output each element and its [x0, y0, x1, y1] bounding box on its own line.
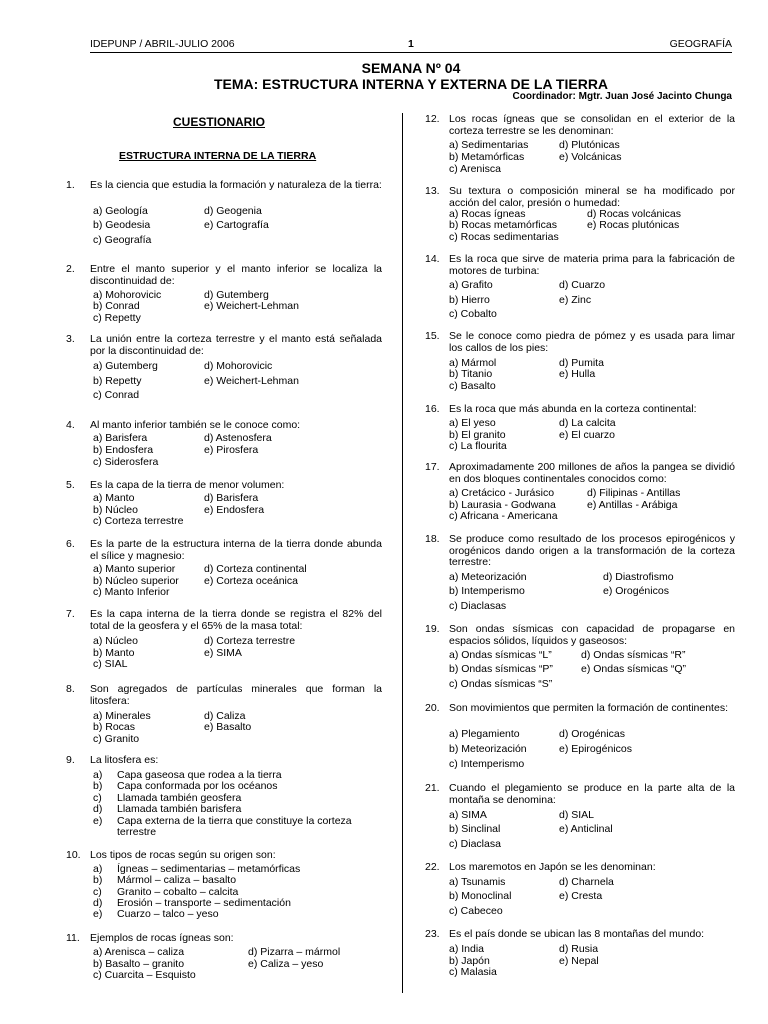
question-number: 14.	[425, 253, 440, 265]
answer-option: b) Meteorización	[449, 743, 527, 755]
topic-title: TEMA: ESTRUCTURA INTERNA Y EXTERNA DE LA TIERRA	[213, 76, 609, 92]
answer-option: a) Cretácico - Jurásico	[449, 487, 555, 499]
answer-option: e)	[93, 815, 103, 827]
question-number: 12.	[425, 113, 440, 125]
answer-option: c) Diaclasa	[449, 838, 501, 850]
section-heading: CUESTIONARIO	[173, 115, 266, 129]
question-number: 11.	[66, 932, 80, 944]
question-text: Es la parte de la estructura interna de la tierra donde abunda el sílice y magnesio:	[90, 538, 382, 562]
answer-option: e) Endosfera	[204, 504, 265, 516]
answer-option: d) Gutemberg	[204, 289, 269, 301]
answer-option: b) Japón	[449, 955, 490, 967]
answer-option: a) Ondas sísmicas “L”	[449, 649, 552, 661]
question-text: Al manto inferior también se le conoce como:	[90, 419, 301, 431]
question-text: Es la roca que sirve de materia prima para la fabricación de motores de turbina:	[449, 253, 735, 277]
question-number: 2.	[66, 263, 75, 275]
question-7	[66, 609, 382, 633]
question-number: 5.	[66, 479, 75, 491]
question-13	[425, 186, 735, 210]
answer-option: a) India	[449, 943, 485, 955]
question-text: Su textura o composición mineral se ha modificado por acción del calor, presión o humedad:	[449, 185, 735, 209]
question-1	[66, 180, 382, 204]
question-17	[425, 462, 735, 486]
answer-option: a) Manto superior	[93, 563, 176, 575]
answer-option: b) Rocas metamórficas	[449, 219, 557, 231]
answer-option: d) Geogenia	[204, 205, 262, 217]
answer-option: c) Conrad	[93, 389, 140, 401]
answer-option: e) Anticlinal	[559, 823, 613, 835]
question-number: 7.	[66, 608, 75, 620]
answer-option: e) Nepal	[559, 955, 599, 967]
answer-option: b) Laurasia - Godwana	[449, 499, 556, 511]
header-institution: IDEPUNP / ABRIL-JULIO 2006	[90, 38, 235, 50]
question-number: 19.	[425, 623, 440, 635]
coordinator-line: Coordinador: Mgtr. Juan José Jacinto Chunga	[512, 91, 732, 102]
answer-option: d) Orogénicas	[559, 728, 625, 740]
answer-option: e)	[93, 908, 103, 920]
answer-option: b) Rocas	[93, 721, 136, 733]
question-number: 21.	[425, 782, 440, 794]
answer-option: e) Orogénicos	[603, 585, 669, 597]
question-number: 4.	[66, 419, 75, 431]
answer-option: e) Basalto	[204, 721, 252, 733]
header-rule	[90, 52, 732, 53]
answer-option: a) El yeso	[449, 417, 496, 429]
answer-option: a) SIMA	[449, 809, 487, 821]
answer-option: d) La calcita	[559, 417, 616, 429]
answer-option: e) SIMA	[204, 647, 242, 659]
answer-option: a) Manto	[93, 492, 135, 504]
answer-option: d) Pizarra – mármol	[248, 946, 341, 958]
answer-option: a) Gutemberg	[93, 360, 158, 372]
answer-option: c) Rocas sedimentarias	[449, 231, 559, 243]
question-text: Es el país donde se ubican las 8 montañas del mundo:	[449, 928, 705, 940]
question-number: 23.	[425, 928, 440, 940]
question-text: Cuando el plegamiento se produce en la parte alta de la montaña se denomina:	[449, 782, 735, 806]
question-text: Se le conoce como piedra de pómez y es usada para limar los callos de los pies:	[449, 330, 735, 354]
answer-option: c) Diaclasas	[449, 600, 507, 612]
answer-option: e) Ondas sísmicas “Q”	[581, 663, 687, 675]
question-number: 20.	[425, 702, 440, 714]
answer-option: d)	[93, 803, 103, 815]
answer-option: c) Cobalto	[449, 308, 497, 320]
answer-option: Llamada también barisfera	[117, 803, 242, 815]
answer-option: c) La flourita	[449, 440, 507, 452]
answer-option: a) Meteorización	[449, 571, 527, 583]
question-15	[425, 331, 735, 355]
answer-option: e) Antillas - Arábiga	[587, 499, 678, 511]
answer-option: c) Geografía	[93, 234, 152, 246]
answer-option: a) Sedimentarias	[449, 139, 529, 151]
question-18	[425, 533, 735, 568]
answer-option: Capa gaseosa que rodea a la tierra	[117, 769, 282, 781]
answer-option: c) Granito	[93, 733, 140, 745]
answer-option: c) Africana - Americana	[449, 510, 558, 522]
question-20	[425, 703, 735, 727]
answer-option: d)	[93, 897, 103, 909]
answer-option: Mármol – caliza – basalto	[117, 874, 237, 886]
answer-option: d) Corteza continental	[204, 563, 307, 575]
answer-option: c) Siderosfera	[93, 456, 159, 468]
answer-option: Llamada también geosfera	[117, 792, 242, 804]
question-number: 9.	[66, 754, 75, 766]
answer-option: a) Mármol	[449, 357, 497, 369]
question-number: 8.	[66, 683, 75, 695]
answer-option: d) Rocas volcánicas	[587, 208, 681, 220]
answer-option: e) Caliza – yeso	[248, 958, 324, 970]
answer-option: b) Núcleo	[93, 504, 138, 516]
question-number: 6.	[66, 538, 75, 550]
question-6	[66, 539, 382, 563]
answer-option: e) Pirosfera	[204, 444, 259, 456]
answer-option: d) SIAL	[559, 809, 595, 821]
question-number: 3.	[66, 333, 75, 345]
answer-option: c) Malasia	[449, 966, 497, 978]
answer-option: e) Weichert-Lehman	[204, 375, 299, 387]
answer-option: b) Endosfera	[93, 444, 154, 456]
answer-option: d) Charnela	[559, 876, 614, 888]
answer-option: b) Geodesia	[93, 219, 151, 231]
answer-option: d) Rusia	[559, 943, 599, 955]
answer-option: c) SIAL	[93, 658, 128, 670]
question-text: Son movimientos que permiten la formación de continentes:	[449, 702, 728, 714]
answer-option: b) Núcleo superior	[93, 575, 179, 587]
answer-option: a) Minerales	[93, 710, 151, 722]
answer-option: b) Monoclinal	[449, 890, 512, 902]
answer-option: e) El cuarzo	[559, 429, 616, 441]
answer-option: e) Zinc	[559, 294, 592, 306]
question-number: 16.	[425, 403, 440, 415]
question-text: Es la ciencia que estudia la formación y naturaleza de la tierra:	[90, 179, 382, 191]
answer-option: d) Pumita	[559, 357, 604, 369]
answer-option: b) Ondas sísmicas “P”	[449, 663, 553, 675]
question-number: 17.	[425, 461, 440, 473]
question-text: La unión entre la corteza terrestre y el manto está señalada por la discontinuidad de:	[90, 333, 382, 357]
answer-option: d) Filipinas - Antillas	[587, 487, 681, 499]
question-text: Es la capa de la tierra de menor volumen:	[90, 479, 285, 491]
answer-option: c) Cabeceo	[449, 905, 503, 917]
answer-option: d) Plutónicas	[559, 139, 620, 151]
question-number: 13.	[425, 185, 440, 197]
question-text: Los tipos de rocas según su origen son:	[90, 849, 276, 861]
question-number: 22.	[425, 861, 440, 873]
answer-option: a) Barisfera	[93, 432, 148, 444]
answer-option: b) Repetty	[93, 375, 142, 387]
answer-option: b) Basalto – granito	[93, 958, 185, 970]
question-text: Es la roca que más abunda en la corteza continental:	[449, 403, 697, 415]
answer-option: Capa conformada por los océanos	[117, 780, 278, 792]
question-text: La litosfera es:	[90, 754, 159, 766]
question-number: 10.	[66, 849, 81, 861]
question-8	[66, 684, 382, 708]
question-number: 18.	[425, 533, 440, 545]
question-text: Son ondas sísmicas con capacidad de propagarse en espacios sólidos, líquidos y gaseosos:	[449, 623, 735, 647]
answer-option: e) Corteza oceánica	[204, 575, 298, 587]
answer-option: Capa externa de la tierra que constituye la corteza	[117, 815, 352, 827]
question-text: Es la capa interna de la tierra donde se registra el 82% del total de la geosfera y el 65% de la masa total:	[90, 608, 382, 632]
answer-option: e) Cresta	[559, 890, 603, 902]
answer-option: d) Mohorovicic	[204, 360, 273, 372]
answer-option: c) Corteza terrestre	[93, 515, 184, 527]
answer-option: e) Hulla	[559, 368, 596, 380]
answer-option: Ígneas – sedimentarias – metamórficas	[117, 863, 301, 875]
answer-option: b)	[93, 874, 103, 886]
answer-option: b) Titanio	[449, 368, 493, 380]
answer-option: a) Geología	[93, 205, 148, 217]
question-text: Son agregados de partículas minerales que forman la litosfera:	[90, 683, 382, 707]
answer-option: a) Núcleo	[93, 635, 138, 647]
answer-option: a)	[93, 769, 103, 781]
question-21	[425, 783, 735, 807]
question-text: Los maremotos en Japón se les denominan:	[449, 861, 656, 873]
answer-option: d) Astenosfera	[204, 432, 272, 444]
page-number: 1	[408, 38, 414, 50]
answer-option: b) Manto	[93, 647, 135, 659]
question-text: Los rocas ígneas que se consolidan en el exterior de la corteza terrestre se les denominan:	[449, 113, 735, 137]
page-header	[90, 38, 732, 52]
answer-option: b) Metamórficas	[449, 151, 525, 163]
question-19	[425, 624, 735, 648]
week-title: SEMANA Nº 04	[361, 60, 461, 76]
answer-option: c) Manto Inferior	[93, 586, 170, 598]
answer-option: b)	[93, 780, 103, 792]
answer-option: a) Mohorovicic	[93, 289, 162, 301]
answer-option: d) Diastrofismo	[603, 571, 674, 583]
answer-option: d) Caliza	[204, 710, 246, 722]
answer-option: b) Intemperismo	[449, 585, 525, 597]
answer-option: d) Cuarzo	[559, 279, 606, 291]
answer-option: c) Arenisca	[449, 163, 501, 175]
answer-option: d) Barisfera	[204, 492, 259, 504]
answer-option: a) Grafito	[449, 279, 493, 291]
answer-option: c) Intemperismo	[449, 758, 525, 770]
answer-option: c) Ondas sísmicas “S”	[449, 678, 553, 690]
answer-option: c) Repetty	[93, 312, 141, 324]
answer-option: e) Epirogénicos	[559, 743, 632, 755]
answer-option: a) Plegamiento	[449, 728, 520, 740]
answer-option: c)	[93, 792, 102, 804]
answer-option: Granito – cobalto – calcita	[117, 886, 239, 898]
answer-option: e) Rocas plutónicas	[587, 219, 680, 231]
answer-option: a) Rocas ígneas	[449, 208, 526, 220]
answer-option: b) Sinclinal	[449, 823, 501, 835]
answer-option: a) Tsunamis	[449, 876, 506, 888]
answer-option: Erosión – transporte – sedimentación	[117, 897, 291, 909]
question-number: 15.	[425, 330, 440, 342]
answer-option: e) Volcánicas	[559, 151, 622, 163]
column-divider	[402, 113, 403, 993]
header-subject: GEOGRAFÍA	[669, 38, 732, 50]
answer-option: e) Cartografía	[204, 219, 269, 231]
answer-option: b) Conrad	[93, 300, 140, 312]
question-14	[425, 254, 735, 278]
answer-option: c)	[93, 886, 102, 898]
answer-option: d) Ondas sísmicas “R”	[581, 649, 686, 661]
question-text: Ejemplos de rocas ígneas son:	[90, 932, 234, 944]
answer-option: a)	[93, 863, 103, 875]
answer-option: b) El granito	[449, 429, 506, 441]
question-3	[66, 334, 382, 358]
question-text: Se produce como resultado de los procesos epirogénicos y orogénicos dando origen a la transformación de la corteza terrestre:	[449, 533, 735, 568]
answer-option: c) Basalto	[449, 380, 496, 392]
answer-option: a) Arenisca – caliza	[93, 946, 185, 958]
question-text: Entre el manto superior y el manto inferior se localiza la discontinuidad de:	[90, 263, 382, 287]
answer-option: c) Cuarcita – Esquisto	[93, 969, 196, 981]
answer-option: d) Corteza terrestre	[204, 635, 296, 647]
subsection-heading: ESTRUCTURA INTERNA DE LA TIERRA	[119, 150, 317, 162]
question-number: 1.	[66, 179, 75, 191]
question-text: Aproximadamente 200 millones de años la pangea se dividió en dos bloques continentales conocidos como:	[449, 461, 735, 485]
question-2	[66, 264, 382, 288]
answer-option: e) Weichert-Lehman	[204, 300, 299, 312]
answer-option: b) Hierro	[449, 294, 490, 306]
question-12	[425, 114, 735, 138]
answer-option: terrestre	[117, 826, 157, 838]
answer-option: Cuarzo – talco – yeso	[117, 908, 219, 920]
